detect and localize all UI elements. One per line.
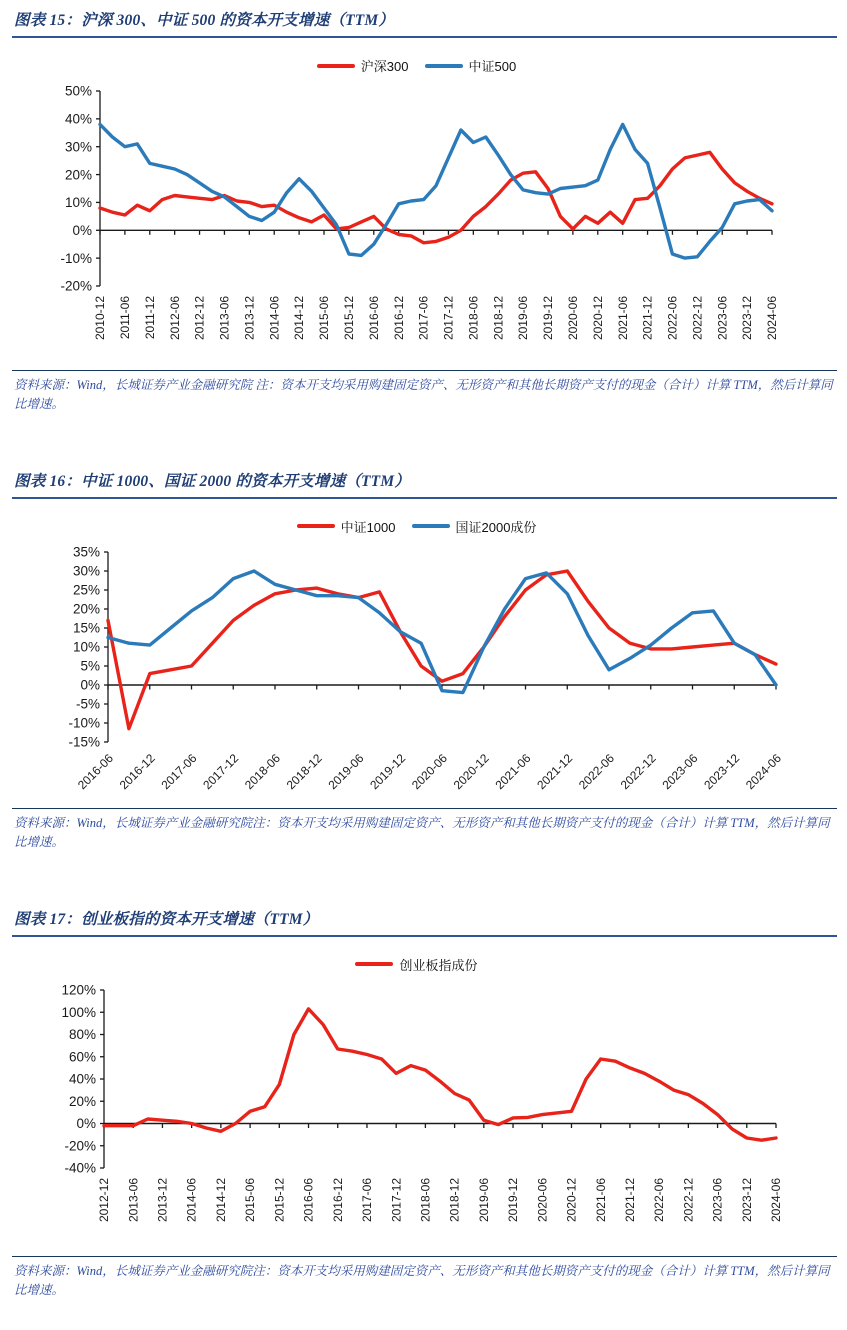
figure-block-15	[12, 8, 837, 415]
x-tick-label: 2018-12	[447, 1177, 462, 1222]
x-tick-label: 2023-06	[715, 296, 730, 341]
x-tick-label: 2022-12	[681, 1177, 696, 1222]
x-tick-label: 2010-12	[93, 296, 108, 341]
x-tick-label: 2016-12	[330, 1177, 345, 1222]
source-note: 资料来源：Wind，长城证券产业金融研究院 注：资本开支均采用购建固定资产、无形资产和其他长期资产支付的现金（合计）计算 TTM，然后计算同比增速。	[12, 370, 837, 415]
series-line-0	[108, 571, 776, 729]
chart-legend	[12, 517, 837, 536]
y-tick-label: 50%	[64, 83, 92, 99]
figure-title: 图表 15：沪深 300、中证 500 的资本开支增速（TTM）	[12, 8, 837, 38]
y-tick-label: -10%	[60, 250, 92, 266]
x-tick-label: 2012-06	[167, 296, 182, 341]
x-tick-label: 2021-12	[640, 296, 655, 341]
x-tick-labels	[75, 751, 784, 792]
x-tick-label: 2017-06	[360, 1177, 375, 1222]
x-tick-label: 2017-12	[389, 1177, 404, 1222]
x-tick-label: 2019-12	[367, 750, 409, 792]
x-tick-label: 2021-06	[593, 1177, 608, 1222]
y-tick-label: 35%	[72, 544, 100, 560]
y-tick-label: 20%	[72, 601, 100, 617]
x-tick-label: 2020-06	[565, 296, 580, 341]
x-tick-label: 2024-06	[769, 1177, 784, 1222]
legend-label: 中证1000	[340, 519, 396, 535]
x-tick-label: 2020-12	[564, 1177, 579, 1222]
y-tick-label: 10%	[64, 195, 92, 211]
y-tick-label: 120%	[61, 982, 96, 998]
legend-swatch	[355, 962, 393, 966]
x-tick-label: 2023-12	[701, 750, 743, 792]
x-tick-label: 2014-12	[213, 1177, 228, 1222]
x-tick-label: 2016-06	[301, 1177, 316, 1222]
x-tick-label: 2021-06	[615, 296, 630, 341]
x-tick-label: 2019-06	[516, 296, 531, 341]
x-tick-label: 2012-12	[192, 296, 207, 341]
line-chart	[12, 980, 817, 1252]
x-tick-label: 2016-12	[391, 296, 406, 341]
y-tick-label: -20%	[60, 278, 92, 294]
figure-block-16	[12, 469, 837, 853]
x-tick-label: 2018-12	[491, 296, 506, 341]
y-tick-label: 10%	[72, 639, 100, 655]
x-tick-label: 2015-06	[243, 1177, 258, 1222]
y-tick-label: -20%	[64, 1137, 96, 1153]
x-tick-label: 2022-06	[575, 750, 618, 792]
x-tick-label: 2020-12	[590, 296, 605, 341]
x-tick-labels	[97, 1177, 783, 1221]
x-tick-label: 2016-12	[116, 750, 158, 792]
series-line-1	[108, 571, 776, 693]
figure-title: 图表 16：中证 1000、国证 2000 的资本开支增速（TTM）	[12, 469, 837, 499]
y-tick-label: 100%	[61, 1004, 96, 1020]
line-chart	[12, 542, 817, 804]
legend-label: 沪深300	[360, 59, 409, 74]
x-tick-label: 2020-06	[535, 1177, 550, 1222]
source-note: 资料来源：Wind，长城证券产业金融研究院注：资本开支均采用购建固定资产、无形资产和其他长期资产支付的现金（合计）计算 TTM，然后计算同比增速。	[12, 1256, 837, 1301]
x-tick-label: 2013-06	[126, 1177, 141, 1222]
x-tick-label: 2017-06	[416, 296, 431, 341]
x-tick-label: 2013-12	[242, 296, 257, 341]
y-tick-label: 5%	[80, 658, 100, 674]
x-tick-label: 2022-06	[665, 296, 680, 341]
x-tick-label: 2015-12	[341, 296, 356, 341]
legend-swatch	[317, 64, 355, 68]
x-axis	[100, 230, 772, 235]
figure-title: 图表 17：创业板指的资本开支增速（TTM）	[12, 907, 837, 937]
y-tick-label: 80%	[68, 1026, 96, 1042]
x-tick-label: 2018-12	[283, 750, 325, 792]
series-line-0	[104, 1008, 776, 1139]
y-tick-label: 0%	[72, 223, 92, 239]
x-tick-label: 2023-06	[659, 750, 701, 792]
chart-wrap	[12, 81, 837, 366]
legend-swatch	[412, 524, 450, 528]
y-tick-label: 60%	[68, 1048, 96, 1064]
x-tick-label: 2019-06	[325, 750, 367, 792]
y-tick-label: 15%	[72, 620, 100, 636]
x-tick-label: 2017-12	[441, 296, 456, 341]
x-tick-label: 2011-12	[142, 296, 157, 340]
x-tick-label: 2018-06	[418, 1177, 433, 1222]
x-tick-label: 2024-06	[765, 296, 780, 341]
y-axis	[61, 982, 104, 1175]
source-note: 资料来源：Wind，长城证券产业金融研究院注：资本开支均采用购建固定资产、无形资产和其他长期资产支付的现金（合计）计算 TTM，然后计算同比增速。	[12, 808, 837, 853]
legend-label: 中证500	[468, 59, 517, 74]
x-tick-label: 2022-06	[652, 1177, 667, 1222]
x-tick-label: 2023-12	[739, 1177, 754, 1222]
x-tick-label: 2024-06	[742, 750, 785, 792]
legend-label: 创业板指成份	[399, 957, 478, 973]
x-tick-label: 2015-12	[272, 1177, 287, 1222]
legend-swatch	[297, 524, 335, 528]
y-tick-label: 0%	[80, 677, 100, 693]
y-axis	[60, 84, 100, 294]
y-tick-label: 25%	[72, 582, 100, 598]
x-tick-label: 2013-06	[217, 296, 232, 341]
x-tick-label: 2014-12	[292, 296, 307, 341]
x-tick-label: 2014-06	[267, 296, 282, 341]
series-line-1	[100, 124, 772, 258]
y-axis	[68, 544, 108, 749]
x-tick-label: 2017-12	[200, 750, 242, 792]
x-tick-label: 2016-06	[366, 296, 381, 341]
x-tick-label: 2012-12	[97, 1177, 112, 1222]
x-tick-label: 2017-06	[158, 750, 200, 792]
x-tick-label: 2011-06	[117, 296, 132, 340]
x-tick-label: 2019-12	[541, 296, 556, 341]
x-tick-label: 2019-06	[476, 1177, 491, 1222]
x-tick-label: 2022-12	[617, 750, 659, 792]
y-tick-label: 40%	[68, 1071, 96, 1087]
y-tick-label: -10%	[68, 715, 100, 731]
x-tick-label: 2021-06	[492, 750, 534, 792]
legend-swatch	[425, 64, 463, 68]
x-tick-label: 2014-06	[184, 1177, 199, 1222]
x-tick-label: 2023-06	[710, 1177, 725, 1222]
y-tick-label: -40%	[64, 1160, 96, 1176]
y-tick-label: 0%	[76, 1115, 96, 1131]
x-tick-label: 2018-06	[241, 750, 284, 792]
series-line-0	[100, 152, 772, 243]
y-tick-label: 20%	[68, 1093, 96, 1109]
y-tick-label: 40%	[64, 111, 92, 127]
chart-wrap	[12, 980, 837, 1252]
y-tick-label: 20%	[64, 167, 92, 183]
y-tick-label: 30%	[72, 563, 100, 579]
x-tick-label: 2016-06	[74, 750, 117, 792]
y-tick-label: 30%	[64, 139, 92, 155]
chart-legend	[12, 56, 837, 75]
x-tick-label: 2019-12	[506, 1177, 521, 1222]
x-tick-label: 2018-06	[466, 296, 481, 341]
y-tick-label: -15%	[68, 734, 100, 750]
y-tick-label: -5%	[75, 696, 100, 712]
x-tick-label: 2015-06	[317, 296, 332, 341]
x-tick-labels	[93, 296, 779, 340]
legend-label: 国证2000成份	[455, 519, 537, 535]
x-tick-label: 2013-12	[155, 1177, 170, 1222]
line-chart	[12, 81, 817, 366]
x-tick-label: 2022-12	[690, 296, 705, 341]
chart-legend	[12, 955, 837, 974]
x-tick-label: 2020-06	[408, 750, 451, 792]
x-tick-label: 2021-12	[622, 1177, 637, 1222]
x-tick-label: 2020-12	[450, 750, 492, 792]
x-tick-label: 2023-12	[740, 296, 755, 341]
x-tick-label: 2021-12	[534, 750, 576, 792]
figure-block-17	[12, 907, 837, 1301]
chart-wrap	[12, 542, 837, 804]
